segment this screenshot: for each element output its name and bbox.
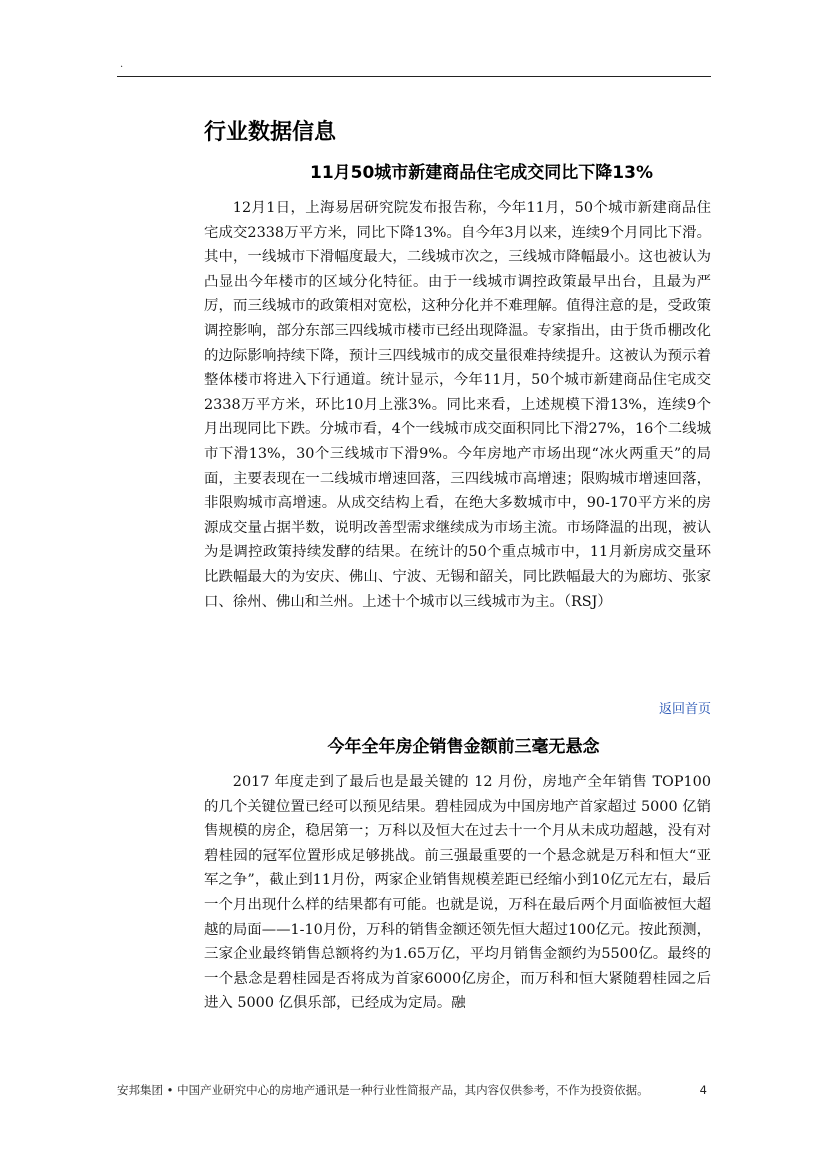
section-title: 行业数据信息 xyxy=(204,120,337,145)
header-mark: . xyxy=(120,59,124,70)
article-top3-developers xyxy=(204,734,711,1016)
article-50-cities xyxy=(204,160,711,614)
page-number: 4 xyxy=(699,1083,707,1097)
header-rule xyxy=(117,76,711,77)
article-title: 今年全年房企销售金额前三毫无悬念 xyxy=(327,737,600,757)
article-title: 11月50城市新建商品住宅成交同比下降13% xyxy=(309,163,653,183)
footer-disclaimer: 安邦集团 • 中国产业研究中心的房地产通讯是一种行业性简报产品，其内容仅供参考，不作为投资依据。 xyxy=(117,1083,649,1097)
back-to-home-link[interactable]: 返回首页 xyxy=(658,702,711,717)
article-body: 2017 年度走到了最后也是最关键的 12 月份，房地产全年销售 TOP100 的几个关键位置已经可以预见结果。碧桂园成为中国房地产首家超过 5000 亿销售规模的房企，稳居第一；万科以及恒大在过去十一个月从未成功超越，没有对碧桂园的冠军位置形成足够挑战。前三强最重要的一个悬念就是万科和恒大“亚军之争”，截止到11月份，两家企业销售规模差距已经缩小到10亿元左右，最后一个月出现什么样的结果都有可能。也就是说，万科在最后两个月面临被恒大超越的局面——1-10月份，万科的销售金额还领先恒大超过100亿元。按此预测，三家企业最终销售总额将约为1.65万亿，平均月销售金额约为5500亿。最终的一个悬念是碧桂园是否将成为首家6000亿房企，而万科和恒大紧随碧桂园之后进入 5000 亿俱乐部，已经成为定局。融 xyxy=(204,774,711,1012)
article-body: 12月1日，上海易居研究院发布报告称，今年11月，50个城市新建商品住宅成交2338万平方米，同比下降13%。自今年3月以来，连续9个月同比下滑。其中，一线城市下滑幅度最大，二线城市次之，三线城市降幅最小。这也被认为凸显出今年楼市的区域分化特征。由于一线城市调控政策最早出台，且最为严厉，而三线城市的政策相对宽松，这种分化并不难理解。值得注意的是，受政策调控影响，部分东部三四线城市楼市已经出现降温。专家指出，由于货币棚改化的边际影响持续下降，预计三四线城市的成交量很难持续提升。这被认为预示着整体楼市将进入下行通道。统计显示，今年11月，50个城市新建商品住宅成交2338万平方米，环比10月上涨3%。同比来看，上述规模下滑13%，连续9个月出现同比下跌。分城市看，4个一线城市成交面积同比下滑27%，16个二线城市下滑13%，30个三线城市下滑9%。今年房地产市场出现“冰火两重天”的局面，主要表现在一二线城市增速回落，三四线城市高增速；限购城市增速回落，非限购城市高增速。从成交结构上看，在绝大多数城市中，90-170平方米的房源成交量占据半数，说明改善型需求继续成为市场主流。市场降温的出现，被认为是调控政策持续发酵的结果。在统计的50个重点城市中，11月新房成交量环比跌幅最大的为安庆、佛山、宁波、无锡和韶关，同比跌幅最大的为廊坊、张家口、徐州、佛山和兰州。上述十个城市以三线城市为主。（RSJ） xyxy=(204,200,711,610)
